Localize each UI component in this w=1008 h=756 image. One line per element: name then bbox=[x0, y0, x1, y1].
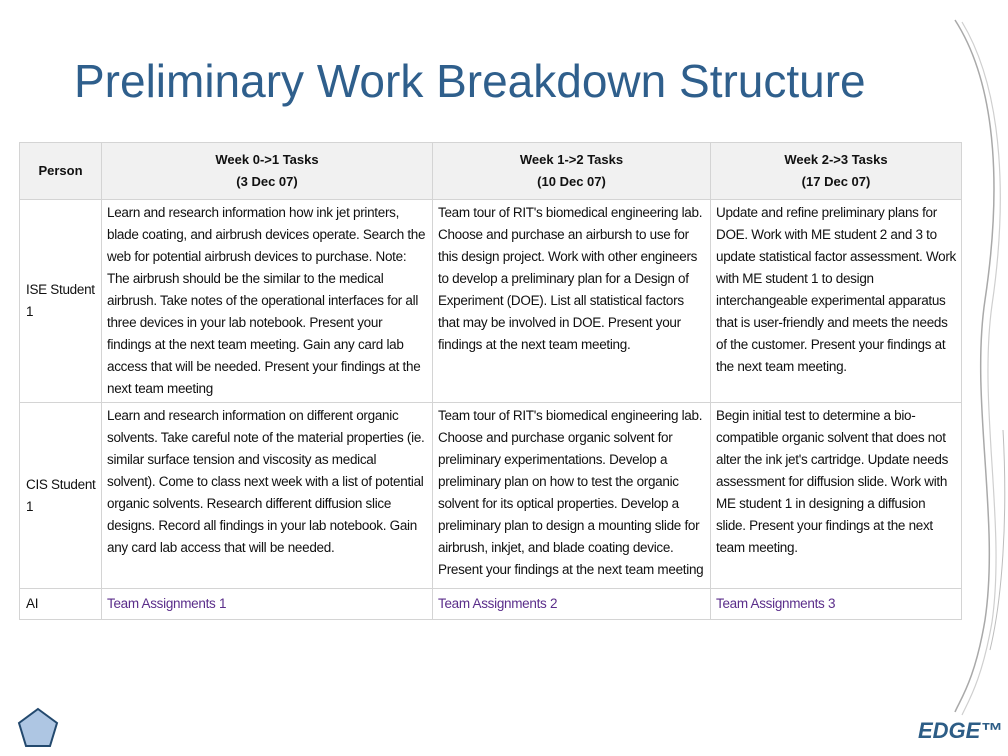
table-row bbox=[20, 200, 962, 403]
assignment-cell bbox=[711, 589, 962, 620]
task-cell: Learn and research information on different organic solvents. Take careful note of the material properties (ie. similar surface tension and viscosity as medical solvent). Come to class next week with a list of potential organic solvents. Research different diffusion slice designs. Record all findings in your lab notebook. Gain any card lab access that will be needed. bbox=[102, 403, 433, 589]
header-week-2-label: Week 1->2 Tasks bbox=[519, 152, 624, 167]
header-week-2-date: (10 Dec 07) bbox=[537, 174, 606, 189]
person-cell: ISE Student 1 bbox=[20, 200, 102, 403]
team-assignments-2-link[interactable]: Team Assignments 2 bbox=[438, 596, 558, 611]
task-cell: Begin initial test to determine a bio-compatible organic solvent that does not alter the ink jet's cartridge. Update needs assessment for diffusion slide. Work with ME student 1 in designing a diffusion slide. Present your findings at the next team meeting. bbox=[711, 403, 962, 589]
action-items-row bbox=[20, 589, 962, 620]
assignment-cell bbox=[433, 589, 711, 620]
team-assignments-3-link[interactable]: Team Assignments 3 bbox=[716, 596, 836, 611]
table-row bbox=[20, 403, 962, 589]
header-person: Person bbox=[20, 143, 102, 200]
header-week-3-date: (17 Dec 07) bbox=[801, 174, 871, 189]
header-week-3-label: Week 2->3 Tasks bbox=[784, 152, 888, 167]
assignment-cell bbox=[102, 589, 433, 620]
person-cell: AI bbox=[20, 589, 102, 620]
task-cell: Team tour of RIT's biomedical engineering lab. Choose and purchase an airbursh to use for this design project. Work with other engineers to develop a preliminary plan for a Design of Experiment (DOE). List all statistical factors that may be involved in DOE. Present your findings at the next team meeting. bbox=[433, 200, 711, 403]
work-breakdown-table bbox=[19, 142, 962, 620]
header-week-1-date: (3 Dec 07) bbox=[236, 174, 298, 189]
edge-logo: EDGE™ bbox=[918, 718, 1003, 743]
pentagon-icon[interactable] bbox=[16, 706, 60, 750]
team-assignments-1-link[interactable]: Team Assignments 1 bbox=[107, 596, 227, 611]
task-cell: Update and refine preliminary plans for DOE. Work with ME student 2 and 3 to update statistical factor assessment. Work with ME student 1 to design interchangeable experimental apparatus that is user-friendly and meets the needs of the customer. Present your findings at the next team meeting. bbox=[711, 200, 962, 403]
slide-title: Preliminary Work Breakdown Structure bbox=[74, 55, 866, 107]
person-cell: CIS Student 1 bbox=[20, 403, 102, 589]
header-week-1-label: Week 0->1 Tasks bbox=[215, 152, 319, 167]
table-header-row bbox=[20, 143, 962, 200]
header-week-2 bbox=[433, 143, 711, 200]
task-cell: Team tour of RIT's biomedical engineering lab. Choose and purchase organic solvent for preliminary experimentations. Develop a preliminary plan on how to test the organic solvent for its optical properties. Develop a preliminary plan to design a mounting slide for airbrush, inkjet, and blade coating device. Present your findings at the next team meeting bbox=[433, 403, 711, 589]
task-cell: Learn and research information how ink jet printers, blade coating, and airbrush devices operate. Search the web for potential airbrush devices to purchase. Note: The airbrush should be the similar to the medical airbrush. Take notes of the operational interfaces for all three devices in your lab notebook. Present your findings at the next team meeting. Gain any card lab access that will be needed. Present your findings at the next team meeting bbox=[102, 200, 433, 403]
header-week-1 bbox=[102, 143, 433, 200]
header-week-3 bbox=[711, 143, 962, 200]
